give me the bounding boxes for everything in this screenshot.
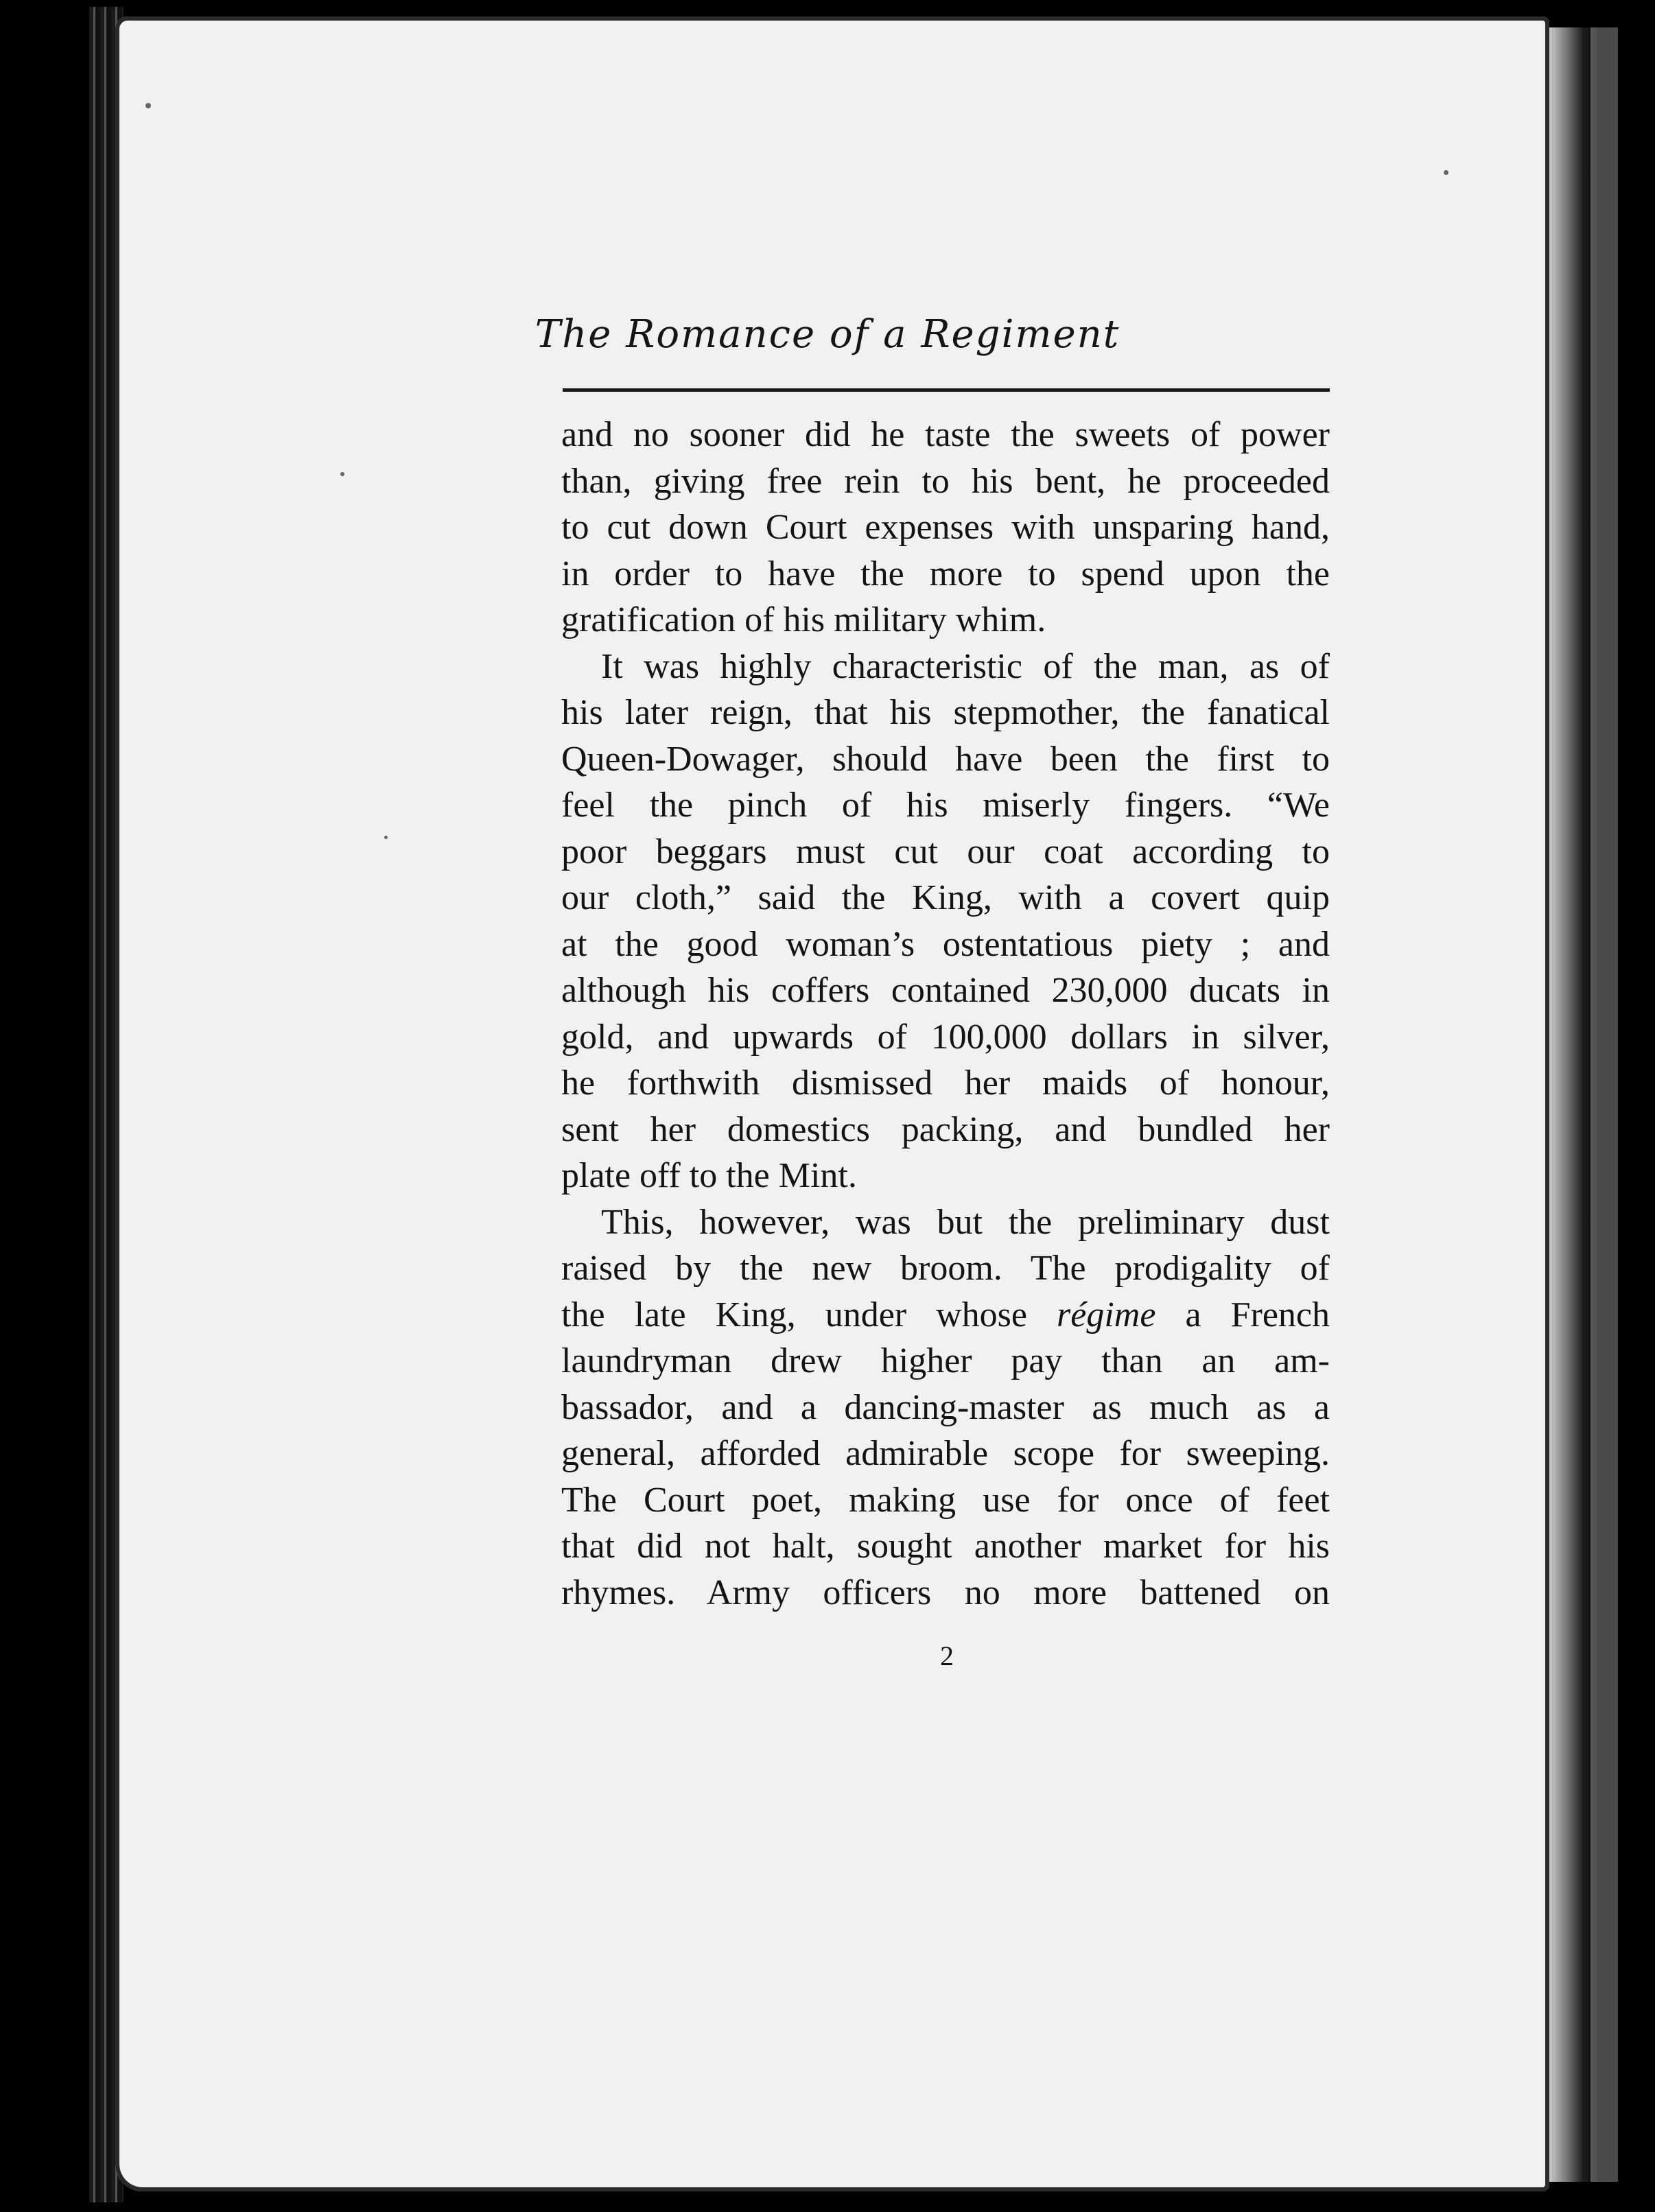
page-number: 2 <box>940 1640 954 1671</box>
text-line: his later reign, that his stepmother, the fanatical <box>561 693 1330 732</box>
text-line: poor beggars must cut our coat according to <box>561 832 1330 871</box>
text-line: feel the pinch of his miserly fingers. “We <box>561 786 1330 825</box>
text-line: than, giving free rein to his bent, he proceeded <box>561 461 1330 501</box>
scan-speck <box>1444 170 1448 175</box>
text-segment: a French <box>1185 1295 1330 1334</box>
text-line: It was highly characteristic of the man, as of <box>601 646 1330 686</box>
paragraph <box>561 1199 1330 1616</box>
running-head: The Romance of a Regiment <box>535 312 1120 357</box>
text-line: at the good woman’s ostentatious piety ; and <box>561 924 1330 964</box>
text-line: Queen-Dowager, should have been the first to <box>561 739 1330 779</box>
text-line: and no sooner did he taste the sweets of power <box>561 415 1330 454</box>
text-line: gratification of his military whim. <box>561 600 1046 639</box>
text-line: sent her domestics packing, and bundled her <box>561 1109 1330 1149</box>
text-line: plate off to the Mint. <box>561 1156 857 1195</box>
text-line: gold, and upwards of 100,000 dollars in silver, <box>561 1017 1330 1057</box>
scan-speck <box>145 103 151 108</box>
text-line: he forthwith dismissed her maids of honour, <box>561 1063 1330 1103</box>
italic-word: régime <box>1057 1295 1156 1334</box>
text-line: This, however, was but the preliminary dust <box>601 1202 1330 1242</box>
text-line: raised by the new broom. The prodigality of <box>561 1249 1330 1288</box>
text-line: laundryman drew higher pay than an am- <box>561 1341 1330 1380</box>
text-line: in order to have the more to spend upon the <box>561 554 1330 593</box>
text-line: to cut down Court expenses with unsparing hand, <box>561 508 1330 547</box>
text-line-with-italic <box>561 1292 1330 1339</box>
text-segment: the late King, under whose <box>561 1295 1027 1334</box>
text-line: bassador, and a dancing-master as much as a <box>561 1387 1330 1427</box>
text-line: The Court poet, making use for once of feet <box>561 1480 1330 1520</box>
text-line: although his coffers contained 230,000 ducats in <box>561 971 1330 1010</box>
scan-speck <box>384 836 388 839</box>
text-line: general, afforded admirable scope for sweeping. <box>561 1434 1330 1473</box>
body-text <box>561 412 1330 1616</box>
scan-speck <box>340 472 344 476</box>
paragraph <box>561 644 1330 1199</box>
text-line: our cloth,” said the King, with a covert quip <box>561 878 1330 917</box>
running-head-rule <box>563 388 1330 392</box>
text-line: rhymes. Army officers no more battened on <box>561 1573 1330 1612</box>
paragraph <box>561 412 1330 644</box>
text-line: that did not halt, sought another market for his <box>561 1527 1330 1566</box>
